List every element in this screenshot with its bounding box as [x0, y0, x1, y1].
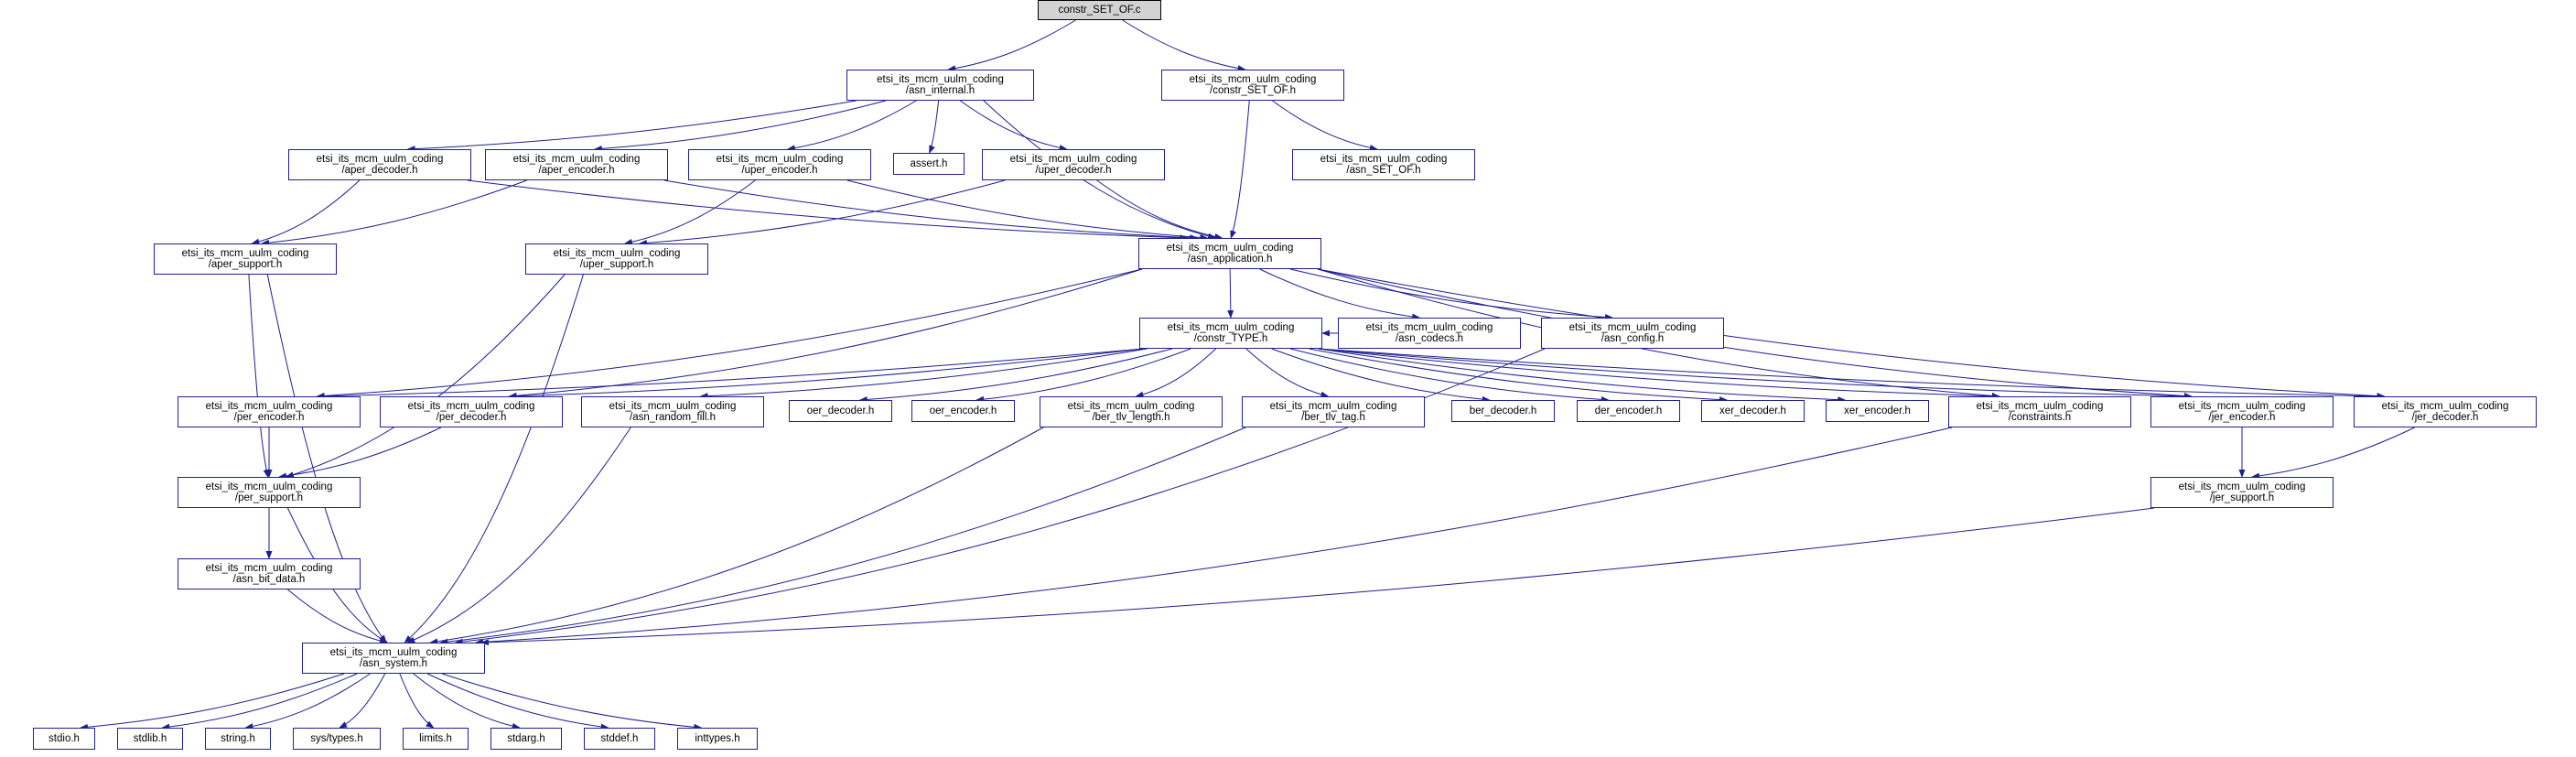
- edge-jer-decoder-h-to-jer-support-h: [2252, 427, 2415, 477]
- node-label-line: /uper_encoder.h: [741, 165, 818, 176]
- node-label-line: /per_support.h: [234, 492, 304, 503]
- edge-asn-system-h-to-stddef-h: [427, 674, 609, 728]
- graph-node-constr-SET-OF-c[interactable]: [1038, 0, 1161, 20]
- node-label-line: etsi_its_mcm_uulm_coding: [205, 481, 333, 492]
- edge-aper-decoder-h-to-asn-application-h: [468, 180, 1188, 238]
- node-label-line: etsi_its_mcm_uulm_coding: [1189, 73, 1317, 85]
- edge-constr-TYPE-h-to-per-encoder-h: [318, 349, 1143, 396]
- edge-uper-decoder-h-to-uper-support-h: [640, 180, 1005, 243]
- edge-asn-application-h-to-asn-config-h: [1290, 269, 1612, 318]
- node-label-line: etsi_its_mcm_uulm_coding: [1976, 400, 2104, 412]
- graph-node-asn-SET-OF-h[interactable]: [1292, 149, 1475, 180]
- edge-asn-system-h-to-inttypes-h: [442, 674, 701, 728]
- graph-node-asn-bit-data-h[interactable]: [178, 558, 361, 589]
- node-label-line: etsi_its_mcm_uulm_coding: [1568, 321, 1697, 333]
- node-label-line: etsi_its_mcm_uulm_coding: [407, 400, 535, 412]
- edge-asn-application-h-to-constr-TYPE-h: [1230, 269, 1231, 318]
- graph-node-per-encoder-h[interactable]: [178, 396, 361, 427]
- node-label-line: etsi_its_mcm_uulm_coding: [609, 400, 737, 412]
- edge-asn-internal-h-to-aper-decoder-h: [408, 101, 857, 149]
- node-label-line: /constr_TYPE.h: [1193, 333, 1268, 344]
- graph-node-aper-encoder-h[interactable]: [485, 149, 668, 180]
- node-label-line: oer_decoder.h: [806, 405, 875, 416]
- edge-constr-TYPE-h-to-xer-encoder-h: [1319, 349, 1845, 400]
- edge-constr-SET-OF-h-to-asn-SET-OF-h: [1272, 101, 1376, 149]
- node-label-line: /uper_decoder.h: [1035, 165, 1112, 176]
- node-label-line: etsi_its_mcm_uulm_coding: [1067, 400, 1195, 412]
- graph-node-stddef-h[interactable]: [584, 728, 655, 750]
- graph-node-limits-h[interactable]: [403, 728, 469, 750]
- edge-asn-system-h-to-sys-types-h: [340, 674, 385, 728]
- graph-node-uper-support-h[interactable]: [525, 243, 708, 275]
- edge-asn-random-fill-h-to-asn-system-h: [407, 427, 631, 643]
- edge-asn-application-h-to-per-encoder-h: [318, 269, 1143, 396]
- node-label-line: /asn_application.h: [1187, 254, 1273, 265]
- edge-constr-TYPE-h-to-oer-encoder-h: [976, 349, 1191, 400]
- node-label-line: der_encoder.h: [1594, 405, 1663, 416]
- node-label-line: etsi_its_mcm_uulm_coding: [1320, 153, 1448, 165]
- node-label-line: etsi_its_mcm_uulm_coding: [2381, 400, 2509, 412]
- node-label-line: xer_decoder.h: [1719, 405, 1786, 416]
- edge-asn-application-h-to-per-decoder-h: [509, 269, 1142, 396]
- node-label-line: etsi_its_mcm_uulm_coding: [716, 153, 844, 165]
- edge-constr-TYPE-h-to-asn-random-fill-h: [701, 349, 1148, 396]
- edge-ber-tlv-tag-h-to-asn-system-h: [440, 427, 1245, 643]
- node-label-line: ber_decoder.h: [1469, 405, 1537, 416]
- graph-node-stdlib-h[interactable]: [117, 728, 183, 750]
- graph-node-jer-encoder-h[interactable]: [2150, 396, 2333, 427]
- node-label-line: /constr_SET_OF.h: [1210, 85, 1296, 96]
- node-label-line: etsi_its_mcm_uulm_coding: [2178, 400, 2306, 412]
- graph-node-asn-config-h[interactable]: [1541, 318, 1724, 349]
- edge-asn-internal-h-to-assert-h: [930, 101, 939, 153]
- edge-asn-config-h-to-asn-system-h: [456, 349, 1545, 643]
- edge-asn-internal-h-to-aper-encoder-h: [595, 101, 886, 149]
- graph-node-assert-h[interactable]: [893, 153, 965, 175]
- edge-aper-encoder-h-to-aper-support-h: [262, 180, 527, 243]
- edge-aper-encoder-h-to-asn-application-h: [664, 180, 1197, 238]
- node-label-line: oer_encoder.h: [929, 405, 997, 416]
- node-label-line: /asn_internal.h: [905, 85, 975, 96]
- graph-node-aper-support-h[interactable]: [154, 243, 337, 275]
- graph-node-asn-internal-h[interactable]: [846, 70, 1034, 101]
- graph-node-ber-decoder-h[interactable]: [1451, 400, 1555, 422]
- node-label-line: stdarg.h: [507, 732, 545, 744]
- edge-asn-application-h-to-asn-codecs-h: [1260, 269, 1419, 318]
- node-label-line: etsi_its_mcm_uulm_coding: [181, 247, 309, 259]
- node-label-line: /aper_decoder.h: [341, 165, 418, 176]
- node-label-line: etsi_its_mcm_uulm_coding: [877, 73, 1004, 85]
- node-label-line: etsi_its_mcm_uulm_coding: [1167, 321, 1295, 333]
- node-label-line: limits.h: [419, 732, 452, 744]
- node-label-line: /uper_support.h: [579, 259, 654, 270]
- graph-node-uper-decoder-h[interactable]: [982, 149, 1165, 180]
- edge-aper-decoder-h-to-aper-support-h: [252, 180, 360, 243]
- edge-asn-internal-h-to-uper-encoder-h: [788, 101, 916, 149]
- graph-node-ber-tlv-tag-h[interactable]: [1242, 396, 1425, 427]
- graph-node-oer-decoder-h[interactable]: [789, 400, 892, 422]
- edge-asn-system-h-to-string-h: [246, 674, 371, 728]
- graph-node-jer-decoder-h[interactable]: [2354, 396, 2537, 427]
- node-label-line: /asn_codecs.h: [1395, 333, 1464, 344]
- edge-constr-TYPE-h-to-ber-tlv-tag-h: [1246, 349, 1329, 396]
- node-label-line: etsi_its_mcm_uulm_coding: [205, 400, 333, 412]
- edge-constr-TYPE-h-to-oer-decoder-h: [860, 349, 1172, 400]
- edge-asn-bit-data-h-to-asn-system-h: [287, 589, 387, 643]
- node-label-line: etsi_its_mcm_uulm_coding: [1269, 400, 1397, 412]
- graph-node-per-decoder-h[interactable]: [380, 396, 563, 427]
- edge-constr-TYPE-h-to-constraints-h: [1319, 349, 1999, 396]
- node-label-line: /asn_SET_OF.h: [1346, 165, 1421, 176]
- node-label-line: /aper_support.h: [208, 259, 283, 270]
- node-label-line: inttypes.h: [695, 732, 740, 744]
- node-label-line: /asn_bit_data.h: [232, 574, 306, 585]
- node-label-line: /jer_decoder.h: [2411, 412, 2479, 423]
- graph-node-per-support-h[interactable]: [178, 477, 361, 508]
- node-label-line: stdio.h: [49, 732, 80, 744]
- node-label-line: /jer_encoder.h: [2208, 412, 2276, 423]
- node-label-line: etsi_its_mcm_uulm_coding: [1166, 242, 1294, 254]
- edge-uper-support-h-to-asn-system-h: [404, 275, 583, 643]
- edge-constr-SET-OF-c-to-constr-SET-OF-h: [1123, 20, 1245, 70]
- node-label-line: /asn_random_fill.h: [630, 412, 716, 423]
- edge-asn-system-h-to-stdlib-h: [162, 674, 357, 728]
- edge-constr-SET-OF-c-to-asn-internal-h: [948, 20, 1075, 70]
- graph-node-stdio-h[interactable]: [33, 728, 95, 750]
- edge-asn-system-h-to-stdio-h: [81, 674, 344, 728]
- edge-ber-tlv-length-h-to-asn-system-h: [430, 427, 1043, 643]
- edge-constraints-h-to-asn-system-h: [476, 427, 1952, 643]
- node-label-line: constr_SET_OF.c: [1058, 4, 1141, 16]
- node-label-line: /per_encoder.h: [233, 412, 305, 423]
- graph-node-constraints-h[interactable]: [1948, 396, 2131, 427]
- graph-node-xer-encoder-h[interactable]: [1826, 400, 1929, 422]
- node-label-line: assert.h: [910, 157, 948, 169]
- graph-node-stdarg-h[interactable]: [490, 728, 562, 750]
- graph-node-asn-system-h[interactable]: [302, 643, 485, 674]
- edge-asn-system-h-to-limits-h: [400, 674, 434, 728]
- node-label-line: stdlib.h: [133, 732, 167, 744]
- node-label-line: etsi_its_mcm_uulm_coding: [553, 247, 681, 259]
- graph-node-sys-types-h[interactable]: [293, 728, 381, 750]
- node-label-line: etsi_its_mcm_uulm_coding: [512, 153, 641, 165]
- edge-aper-support-h-to-per-support-h: [249, 275, 268, 477]
- node-label-line: /jer_support.h: [2209, 492, 2275, 503]
- edge-uper-encoder-h-to-asn-application-h: [847, 180, 1208, 238]
- node-label-line: xer_encoder.h: [1844, 405, 1911, 416]
- graph-node-jer-support-h[interactable]: [2150, 477, 2333, 508]
- node-label-line: /ber_tlv_length.h: [1092, 412, 1170, 423]
- edge-asn-internal-h-to-uper-decoder-h: [960, 101, 1066, 149]
- edge-jer-support-h-to-asn-system-h: [481, 508, 2154, 643]
- graph-node-constr-TYPE-h[interactable]: [1139, 318, 1322, 349]
- edge-uper-decoder-h-to-asn-application-h: [1097, 180, 1223, 238]
- graph-node-oer-encoder-h[interactable]: [911, 400, 1015, 422]
- node-label-line: /asn_config.h: [1601, 333, 1665, 344]
- node-label-line: sys/types.h: [310, 732, 363, 744]
- node-label-line: /constraints.h: [2008, 412, 2072, 423]
- node-label-line: etsi_its_mcm_uulm_coding: [316, 153, 444, 165]
- graph-node-inttypes-h[interactable]: [677, 728, 758, 750]
- edge-per-decoder-h-to-per-support-h: [279, 427, 441, 477]
- node-label-line: /asn_system.h: [359, 658, 428, 669]
- graph-node-ber-tlv-length-h[interactable]: [1040, 396, 1223, 427]
- node-label-line: etsi_its_mcm_uulm_coding: [205, 562, 333, 574]
- node-label-line: etsi_its_mcm_uulm_coding: [329, 646, 458, 658]
- edge-constr-TYPE-h-to-ber-tlv-length-h: [1136, 349, 1215, 396]
- edge-constr-TYPE-h-to-jer-decoder-h: [1319, 349, 2385, 396]
- graph-node-der-encoder-h[interactable]: [1577, 400, 1680, 422]
- edge-constr-TYPE-h-to-ber-decoder-h: [1272, 349, 1490, 400]
- node-label-line: stddef.h: [600, 732, 639, 744]
- edge-constr-TYPE-h-to-per-decoder-h: [510, 349, 1144, 396]
- graph-node-string-h[interactable]: [205, 728, 271, 750]
- edge-uper-encoder-h-to-uper-support-h: [625, 180, 755, 243]
- edge-constr-TYPE-h-to-der-encoder-h: [1290, 349, 1609, 400]
- node-label-line: /aper_encoder.h: [538, 165, 615, 176]
- graph-node-asn-codecs-h[interactable]: [1338, 318, 1521, 349]
- node-label-line: string.h: [221, 732, 255, 744]
- graph-node-aper-decoder-h[interactable]: [288, 149, 471, 180]
- edge-constr-TYPE-h-to-jer-encoder-h: [1319, 349, 2192, 396]
- edge-constr-SET-OF-h-to-asn-application-h: [1231, 101, 1249, 238]
- graph-node-xer-decoder-h[interactable]: [1701, 400, 1805, 422]
- graph-node-uper-encoder-h[interactable]: [688, 149, 871, 180]
- node-label-line: /per_decoder.h: [436, 412, 507, 423]
- edge-constr-TYPE-h-to-xer-decoder-h: [1310, 349, 1727, 400]
- node-label-line: /ber_tlv_tag.h: [1301, 412, 1365, 423]
- node-label-line: etsi_its_mcm_uulm_coding: [2178, 481, 2306, 492]
- graph-node-asn-application-h[interactable]: [1138, 238, 1321, 269]
- graph-node-asn-random-fill-h[interactable]: [581, 396, 764, 427]
- node-label-line: etsi_its_mcm_uulm_coding: [1365, 321, 1493, 333]
- node-label-line: etsi_its_mcm_uulm_coding: [1009, 153, 1137, 165]
- graph-node-constr-SET-OF-h[interactable]: [1161, 70, 1344, 101]
- edge-uper-support-h-to-per-support-h: [286, 275, 565, 477]
- edge-asn-system-h-to-stdarg-h: [414, 674, 520, 728]
